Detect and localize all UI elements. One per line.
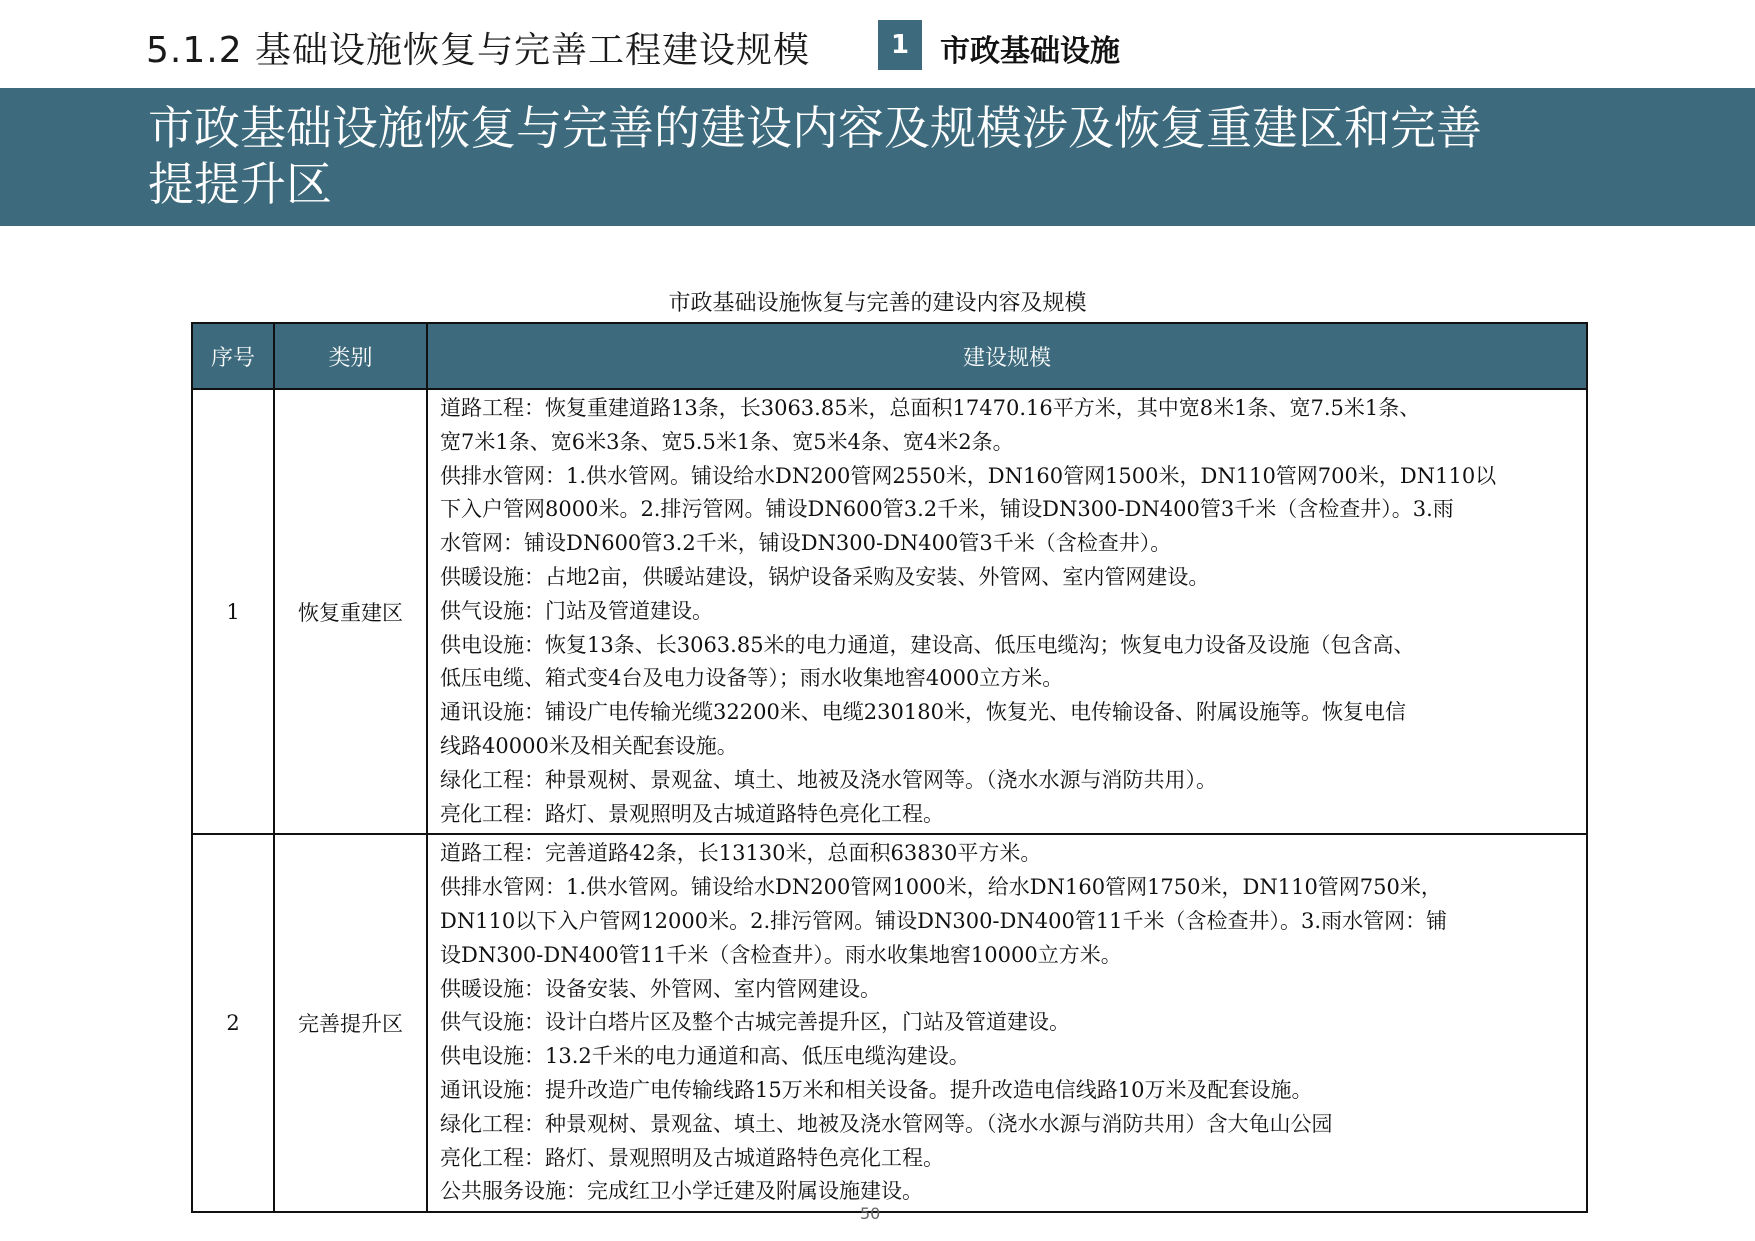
scale-line: 绿化工程：种景观树、景观盆、填土、地被及浇水管网等。（浇水水源与消防共用）。 — [440, 767, 1217, 792]
scale-line: 亮化工程：路灯、景观照明及古城道路特色亮化工程。 — [440, 801, 944, 826]
row-category: 恢复重建区 — [274, 389, 427, 834]
scale-line: 供暖设施：占地2亩，供暖站建设，锅炉设备采购及安装、外管网、室内管网建设。 — [440, 564, 1210, 589]
scale-line: 公共服务设施：完成红卫小学迁建及附属设施建设。 — [440, 1179, 923, 1204]
banner-line-2: 提提升区 — [148, 157, 332, 211]
scale-line: 道路工程：完善道路42条，长13130米，总面积63830平方米。 — [440, 841, 1042, 866]
table-row — [192, 389, 1587, 834]
scale-line: 道路工程：恢复重建道路13条，长3063.85米，总面积17470.16平方米，其中宽8米1条、宽7.5米1条、 — [440, 396, 1421, 420]
scale-line: 供暖设施：设备安装、外管网、室内管网建设。 — [440, 976, 881, 1001]
table-header-row — [192, 323, 1587, 389]
row-category: 完善提升区 — [274, 834, 427, 1212]
scale-line: 绿化工程：种景观树、景观盆、填土、地被及浇水管网等。（浇水水源与消防共用）含大龟山公园 — [440, 1111, 1333, 1136]
scale-line: 供气设施：设计白塔片区及整个古城完善提升区，门站及管道建设。 — [440, 1010, 1070, 1035]
scale-line: 下入户管网8000米。2.排污管网。铺设DN600管3.2千米，铺设DN300-DN400管3千米（含检查井）。3.雨 — [440, 497, 1454, 522]
scale-line: 亮化工程：路灯、景观照明及古城道路特色亮化工程。 — [440, 1145, 944, 1170]
scale-line: 供电设施：恢复13条、长3063.85米的电力通道，建设高、低压电缆沟；恢复电力设备及设施（包含高、 — [440, 632, 1415, 657]
row-number: 2 — [192, 834, 274, 1212]
scale-line: DN110以下入户管网12000米。2.排污管网。铺设DN300-DN400管11千米（含检查井）。3.雨水管网：铺 — [440, 908, 1448, 933]
scale-line: 宽7米1条、宽6米3条、宽5.5米1条、宽5米4条、宽4米2条。 — [440, 429, 1014, 454]
row-number: 1 — [192, 389, 274, 834]
scale-line: 供排水管网：1.供水管网。铺设给水DN200管网2550米，DN160管网1500米，DN110管网700米，DN110以 — [440, 463, 1497, 488]
table-row — [192, 834, 1587, 1212]
construction-scale-table — [191, 322, 1588, 1213]
banner-title — [148, 100, 1648, 212]
scale-line: 设DN300-DN400管11千米（含检查井）。雨水收集地窖10000立方米。 — [440, 942, 1122, 967]
page-number: 50 — [860, 1204, 881, 1223]
header-scale: 建设规模 — [427, 323, 1587, 389]
banner-line-1: 市政基础设施恢复与完善的建设内容及规模涉及恢复重建区和完善 — [148, 101, 1482, 155]
section-number-badge: 1 — [878, 20, 922, 70]
row-scale-description — [427, 834, 1587, 1212]
section-subtitle: 市政基础设施 — [940, 34, 1120, 69]
scale-line: 水管网：铺设DN600管3.2千米，铺设DN300-DN400管3千米（含检查井）。 — [440, 531, 1172, 556]
scale-line: 供电设施：13.2千米的电力通道和高、低压电缆沟建设。 — [440, 1044, 970, 1069]
header-num: 序号 — [192, 323, 274, 389]
scale-line: 供排水管网：1.供水管网。铺设给水DN200管网1000米，给水DN160管网1750米，DN110管网750米， — [440, 875, 1442, 900]
table-caption: 市政基础设施恢复与完善的建设内容及规模 — [668, 291, 1087, 316]
section-title: 5.1.2 基础设施恢复与完善工程建设规模 — [146, 30, 811, 71]
scale-line: 供气设施：门站及管道建设。 — [440, 598, 713, 623]
scale-line: 低压电缆、箱式变4台及电力设备等）；雨水收集地窖4000立方米。 — [440, 666, 1064, 691]
title-banner — [0, 88, 1755, 226]
scale-line: 通讯设施：铺设广电传输光缆32200米、电缆230180米，恢复光、电传输设备、附属设施等。恢复电信 — [440, 700, 1406, 725]
row-scale-description — [427, 389, 1587, 834]
table-body — [192, 389, 1587, 1212]
scale-line: 通讯设施：提升改造广电传输线路15万米和相关设备。提升改造电信线路10万米及配套设施。 — [440, 1077, 1313, 1102]
scale-line: 线路40000米及相关配套设施。 — [440, 733, 738, 758]
top-header — [0, 0, 1755, 88]
header-category: 类别 — [274, 323, 427, 389]
